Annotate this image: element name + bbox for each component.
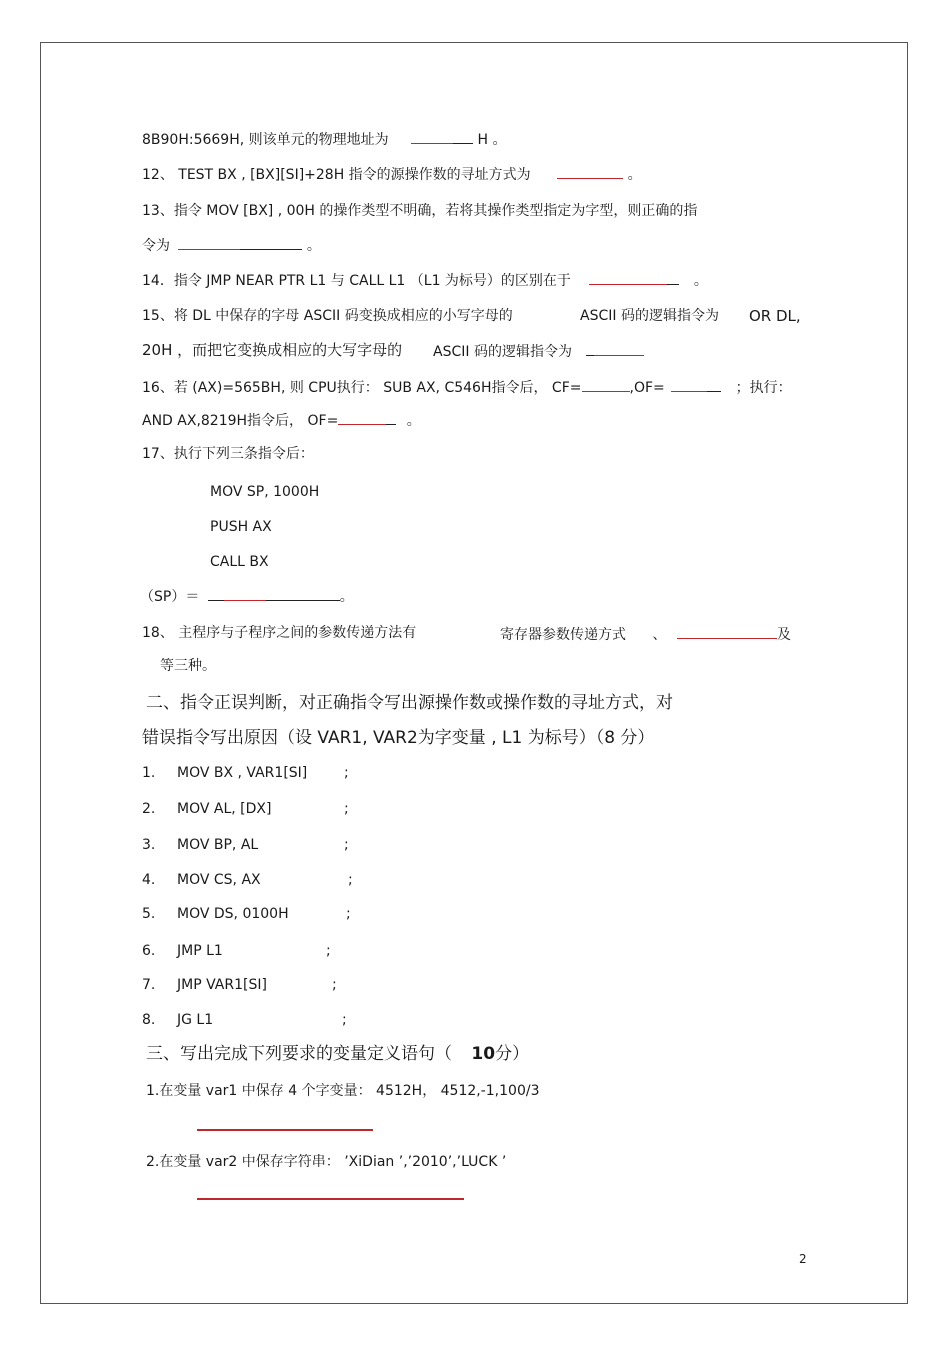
- s2-item-5-text: MOV DS, 0100H: [177, 906, 289, 922]
- q17-text: 17、执行下列三条指令后：: [142, 446, 314, 462]
- s2-item-4: [142, 871, 353, 889]
- section2-title-1-text: 二、指令正误判断，对正确指令写出源操作数或操作数的寻址方式，对: [146, 693, 673, 713]
- section3-title: [146, 1043, 529, 1065]
- q16-cf-blank[interactable]: [582, 377, 630, 392]
- s3-q1-text: 1.在变量 var1 中保存 4 个字变量： 4512H， 4512,-1,100/3: [146, 1083, 540, 1099]
- s2-item-3-text: MOV BP, AL: [177, 837, 259, 853]
- q15-or-text: OR DL: [749, 307, 796, 325]
- s2-item-4-text: MOV CS, AX: [177, 872, 261, 888]
- s2-item-7: [142, 976, 337, 994]
- q14-blank[interactable]: [589, 270, 679, 285]
- q16-tail: 。: [406, 413, 421, 429]
- s2-item-6-semi: ;: [326, 943, 331, 959]
- q11-text: 8B90H:5669H, 则该单元的物理地址为: [142, 132, 389, 148]
- q17-sp-blank[interactable]: [208, 586, 340, 601]
- q13-line2: [142, 235, 321, 255]
- s2-item-5-semi: ;: [346, 906, 351, 922]
- q11-blank[interactable]: [411, 129, 473, 144]
- s3-q1-answer-line[interactable]: [197, 1129, 373, 1131]
- q13-blank[interactable]: [178, 235, 302, 250]
- s2-item-2-text: MOV AL, [DX]: [177, 801, 272, 817]
- s2-item-8: [142, 1011, 347, 1029]
- q18-line2: [160, 657, 216, 675]
- q12-text: 12、 TEST BX , [BX][SI]+28H 指令的源操作数的寻址方式为: [142, 167, 531, 183]
- q17-instr-3-text: CALL BX: [210, 554, 269, 570]
- s2-item-4-semi: ;: [348, 872, 353, 888]
- q16-line1: [142, 377, 792, 397]
- q17-instr-1-text: MOV SP, 1000H: [210, 484, 320, 500]
- q13-text2: 令为: [142, 238, 170, 254]
- s2-item-7-text: JMP VAR1[SI]: [177, 977, 267, 993]
- s2-item-4-num: 4.: [142, 872, 156, 888]
- q18-and: 及: [776, 627, 791, 643]
- q18-text2: 等三种。: [160, 658, 216, 674]
- s3-q2: [146, 1153, 506, 1171]
- section3-points-unit: 分）: [495, 1044, 530, 1064]
- s2-item-2: [142, 800, 349, 818]
- s3-q2-answer-line[interactable]: [197, 1198, 464, 1200]
- q15-comma: ,: [795, 307, 801, 325]
- q14-text: 14．指令 JMP NEAR PTR L1 与 CALL L1 （L1 为标号）的区别在于: [142, 273, 571, 289]
- q15-text2: 20H ，而把它变换成相应的大写字母的: [142, 341, 403, 359]
- s2-item-6: [142, 942, 331, 960]
- q17-instr-1: [210, 483, 319, 501]
- q13-tail: 。: [306, 238, 321, 254]
- q12-blank[interactable]: [557, 164, 623, 179]
- q11-line: [142, 129, 507, 149]
- q15-line1: [142, 307, 513, 325]
- q16-exec: ；执行：: [735, 380, 792, 396]
- s2-item-7-semi: ;: [332, 977, 337, 993]
- s2-item-5: [142, 905, 351, 923]
- q17-instr-3: [210, 553, 269, 571]
- q18-sep: 、: [652, 627, 667, 643]
- q14-line: [142, 270, 708, 290]
- s2-item-8-text: JG L1: [177, 1012, 214, 1028]
- q18-answer: 寄存器参数传递方式: [500, 627, 626, 643]
- s2-item-2-semi: ;: [344, 801, 349, 817]
- q15-text2b: ASCII 码的逻辑指令为: [433, 344, 572, 360]
- q14-tail: 。: [693, 273, 708, 289]
- s2-item-6-num: 6.: [142, 943, 156, 959]
- s2-item-1-semi: ;: [344, 765, 349, 781]
- s2-item-3: [142, 836, 349, 854]
- section2-title-1: [146, 692, 673, 714]
- q18-blank[interactable]: [677, 624, 777, 639]
- q17-instr-2: [210, 518, 272, 536]
- s3-q1: [146, 1082, 539, 1100]
- section3-points: 10: [471, 1044, 496, 1064]
- s2-item-3-num: 3.: [142, 837, 156, 853]
- q16-line2: [142, 410, 421, 430]
- s2-item-1: [142, 764, 349, 782]
- s2-item-8-semi: ;: [342, 1012, 347, 1028]
- s2-item-5-num: 5.: [142, 906, 156, 922]
- s3-q2-text: 2.在变量 var2 中保存字符串： ’XiDian ’,’2010’,’LUCK ’: [146, 1154, 507, 1170]
- q15-line2b: [433, 341, 644, 361]
- q16-of2-blank[interactable]: [338, 410, 396, 425]
- q15-line2: [142, 341, 402, 359]
- s2-item-2-num: 2.: [142, 801, 156, 817]
- s2-item-8-num: 8.: [142, 1012, 156, 1028]
- q17-sp-line: [140, 586, 354, 606]
- q12-line: [142, 164, 642, 184]
- q18-line1: [142, 624, 416, 642]
- q18-text: 18、 主程序与子程序之间的参数传递方法有: [142, 625, 417, 641]
- q13-text: 13、指令 MOV [BX] , 00H 的操作类型不明确，若将其操作类型指定为字型，则正确的指: [142, 203, 698, 219]
- section2-title-2-text: 错误指令写出原因（设 VAR1, VAR2为字变量 , L1 为标号）（8 分）: [142, 728, 655, 748]
- page-number: 2: [799, 1252, 807, 1266]
- q17-sp-label: （SP）＝: [140, 589, 200, 605]
- section3-title-text: 三、写出完成下列要求的变量定义语句（: [146, 1044, 452, 1064]
- q17-instr-2-text: PUSH AX: [210, 519, 272, 535]
- q15-text-b: ASCII 码的逻辑指令为: [580, 308, 719, 324]
- q18-line1b: [500, 624, 791, 644]
- q11-tail: H 。: [477, 132, 507, 148]
- q13-line1: [142, 202, 697, 220]
- s2-item-7-num: 7.: [142, 977, 156, 993]
- q17-line: [142, 445, 314, 463]
- q15-line1b: [580, 307, 719, 325]
- q15-blank[interactable]: [586, 341, 644, 356]
- s2-item-6-text: JMP L1: [177, 943, 223, 959]
- s2-item-3-semi: ;: [344, 837, 349, 853]
- q17-tail: 。: [339, 589, 354, 605]
- q15-text: 15、将 DL 中保存的字母 ASCII 码变换成相应的小写字母的: [142, 308, 513, 324]
- q16-of-label: ,OF=: [629, 380, 665, 396]
- s2-item-1-num: 1.: [142, 765, 156, 781]
- section2-title-2: [142, 727, 654, 749]
- q16-text: 16、若 (AX)=565BH, 则 CPU执行： SUB AX, C546H指令后， CF=: [142, 380, 582, 396]
- q15-or: [749, 307, 801, 325]
- q16-of-blank[interactable]: [671, 377, 721, 392]
- s2-item-1-text: MOV BX , VAR1[SI]: [177, 765, 308, 781]
- q16-text2: AND AX,8219H指令后， OF=: [142, 413, 339, 429]
- q12-tail: 。: [627, 167, 642, 183]
